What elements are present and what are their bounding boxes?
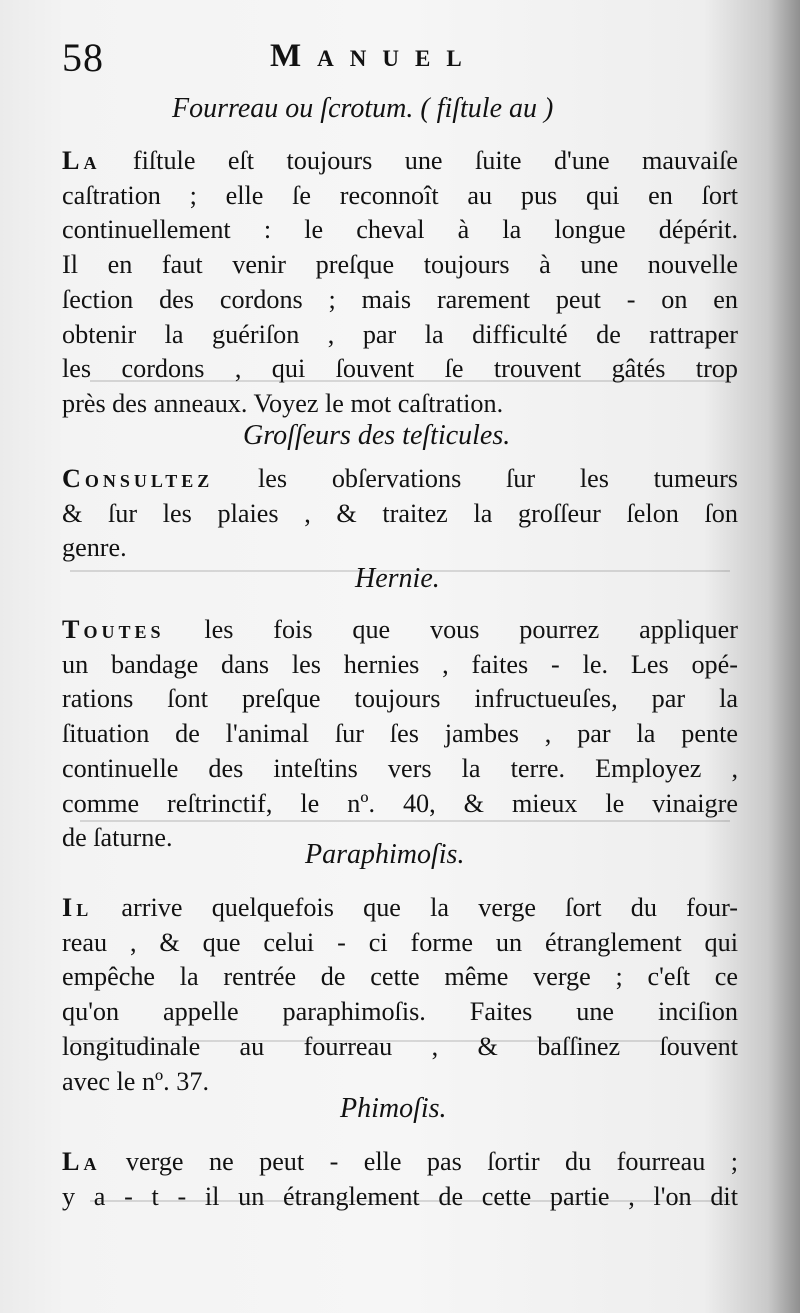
page-header <box>62 34 742 94</box>
text-line: ſection des cordons ; mais rarement peut - on en <box>62 284 738 314</box>
lead-word: Toutes <box>62 615 165 644</box>
text-line: La verge ne peut - elle pas ſortir du fourreau ; <box>62 1147 738 1176</box>
text-line: Toutes les fois que vous pourrez appliquer <box>62 615 738 644</box>
text-line: continuelle des inteſtins vers la terre. Employez , <box>62 753 738 783</box>
section-heading: Groſſeurs des teſticules. <box>243 420 511 451</box>
lead-word: Il <box>62 893 93 922</box>
text-line: & ſur les plaies , & traitez la groſſeur ſelon ſon <box>62 498 738 528</box>
section-paragraph <box>62 891 738 1099</box>
lead-word: Consultez <box>62 464 214 493</box>
lead-word: La <box>62 1147 101 1176</box>
text-line: un bandage dans les hernies , faites - le. Les opé- <box>62 649 738 679</box>
section-heading: Hernie. <box>355 563 440 594</box>
text-line: obtenir la guériſon , par la difficulté de rattraper <box>62 319 738 349</box>
text-line: caſtration ; elle ſe reconnoît au pus qui en ſort <box>62 180 738 210</box>
text-line: longitudinale au fourreau , & baſſinez ſouvent <box>62 1031 738 1061</box>
text-line: les cordons , qui ſouvent ſe trouvent gâtés trop <box>62 354 738 384</box>
page-number: 58 <box>62 35 104 80</box>
text-line: rations ſont preſque toujours infructueuſes, par la <box>62 684 738 714</box>
section-heading: Fourreau ou ſcrotum. ( fiſtule au ) <box>172 93 554 124</box>
text-line: avec le nº. 37. <box>62 1066 209 1096</box>
text-line: genre. <box>62 533 127 563</box>
text-line: qu'on appelle paraphimoſis. Faites une inciſion <box>62 997 738 1027</box>
text-line: Consultez les obſervations ſur les tumeurs <box>62 464 738 493</box>
text-line: La fiſtule eſt toujours une ſuite d'une mauvaiſe <box>62 146 738 175</box>
text-line: Il arrive quelquefois que la verge ſort du four- <box>62 893 738 922</box>
text-line: près des anneaux. Voyez le mot caſtration. <box>62 388 504 418</box>
section-paragraph <box>62 613 738 856</box>
section-heading: Paraphimoſis. <box>305 839 465 870</box>
text-line: continuellement : le cheval à la longue dépérit. <box>62 215 738 245</box>
text-line: comme reſtrinctif, le nº. 40, & mieux le vinaigre <box>62 788 738 818</box>
text-line: Il en faut venir preſque toujours à une nouvelle <box>62 250 738 280</box>
text-line: de ſaturne. <box>62 823 173 853</box>
section-heading: Phimoſis. <box>340 1093 447 1124</box>
text-line: reau , & que celui - ci forme un étranglement qui <box>62 927 738 957</box>
text-line: empêche la rentrée de cette même verge ; c'eſt ce <box>62 962 738 992</box>
section-paragraph <box>62 462 738 566</box>
text-line: ſituation de l'animal ſur ſes jambes , par la pente <box>62 719 738 749</box>
section-paragraph <box>62 144 738 422</box>
section-paragraph <box>62 1145 738 1214</box>
text-line: y a - t - il un étranglement de cette partie , l'on dit <box>62 1181 738 1211</box>
lead-word: La <box>62 146 101 175</box>
running-title: Manuel <box>270 38 478 74</box>
